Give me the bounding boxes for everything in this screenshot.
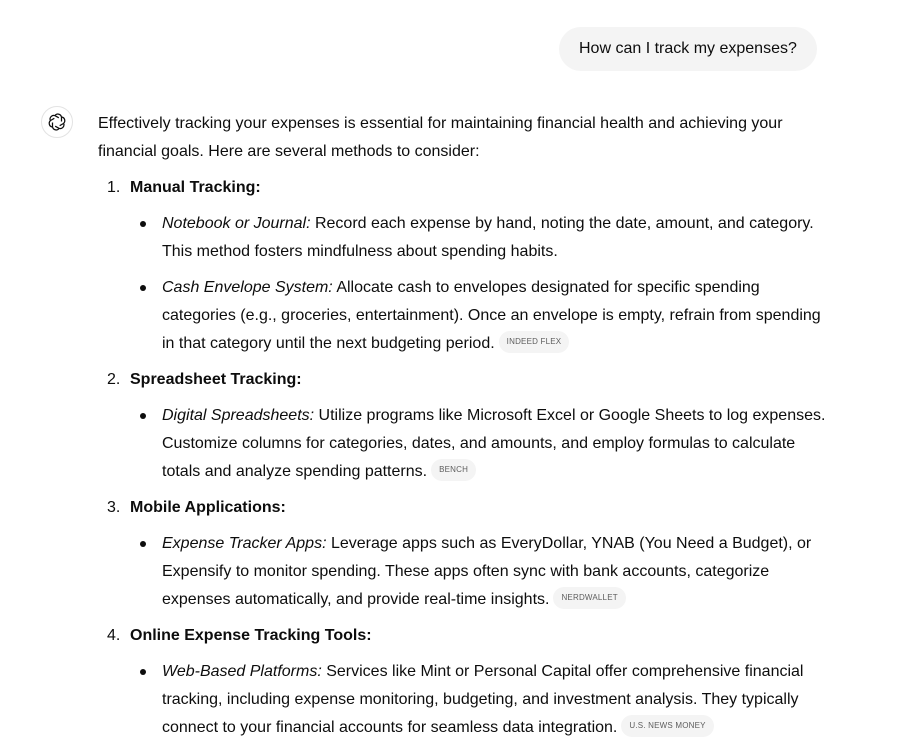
sub-list-item (162, 210, 828, 266)
method-item (107, 622, 828, 742)
item-term: Expense Tracker Apps: (162, 535, 327, 552)
source-citation-chip[interactable]: U.S. NEWS MONEY (621, 715, 713, 737)
item-term: Web-Based Platforms: (162, 663, 322, 680)
method-title: Online Expense Tracking Tools: (130, 627, 372, 644)
user-message-text: How can I track my expenses? (579, 40, 797, 57)
item-term: Digital Spreadsheets: (162, 407, 315, 424)
openai-logo-icon (47, 112, 67, 132)
sub-list-item (162, 658, 828, 742)
sub-list-item (162, 530, 828, 614)
method-title: Manual Tracking: (130, 179, 261, 196)
assistant-avatar (41, 106, 73, 138)
method-item (107, 494, 828, 614)
method-number: 2. (107, 371, 121, 388)
method-item (107, 366, 828, 486)
method-number: 1. (107, 179, 121, 196)
method-sub-list (130, 658, 828, 742)
item-text: Leverage apps such as EveryDollar, YNAB (You Need a Budget), or Expensify to monitor spending. These apps often sync with bank accounts, categorize expenses automatically, and provide real-time insights. (162, 535, 812, 608)
source-citation-chip[interactable]: BENCH (431, 459, 476, 481)
bullet-icon (140, 669, 146, 675)
item-term: Cash Envelope System: (162, 279, 333, 296)
method-title: Spreadsheet Tracking: (130, 371, 302, 388)
method-sub-list (130, 402, 828, 486)
sub-list-item (162, 402, 828, 486)
method-sub-list (130, 530, 828, 614)
item-term: Notebook or Journal: (162, 215, 311, 232)
source-citation-chip[interactable]: INDEED FLEX (499, 331, 570, 353)
method-title: Mobile Applications: (130, 499, 286, 516)
method-item (107, 174, 828, 358)
method-number: 4. (107, 627, 121, 644)
bullet-icon (140, 413, 146, 419)
item-text: Services like Mint or Personal Capital offer comprehensive financial tracking, including expense monitoring, budgeting, and investment analysis. They typically connect to your financial accounts for seamless data integration. (162, 663, 804, 736)
bullet-icon (140, 285, 146, 291)
method-sub-list (130, 210, 828, 358)
sub-list-item (162, 274, 828, 358)
methods-list (98, 174, 828, 742)
source-citation-chip[interactable]: NERDWALLET (553, 587, 625, 609)
user-message-bubble (559, 27, 817, 71)
item-text: Record each expense by hand, noting the date, amount, and category. This method fosters mindfulness about spending habits. (162, 215, 814, 260)
method-number: 3. (107, 499, 121, 516)
assistant-intro: Effectively tracking your expenses is essential for maintaining financial health and achieving your financial goals. Here are several methods to consider: (98, 115, 783, 160)
item-text: Allocate cash to envelopes designated for specific spending categories (e.g., groceries, entertainment). Once an envelope is empty, refrain from spending in that category until the next budgeting period. (162, 279, 821, 352)
bullet-icon (140, 541, 146, 547)
item-text: Utilize programs like Microsoft Excel or Google Sheets to log expenses. Customize columns for categories, dates, and amounts, and employ formulas to calculate totals and analyze spending patterns. (162, 407, 826, 480)
assistant-message (98, 110, 828, 750)
bullet-icon (140, 221, 146, 227)
